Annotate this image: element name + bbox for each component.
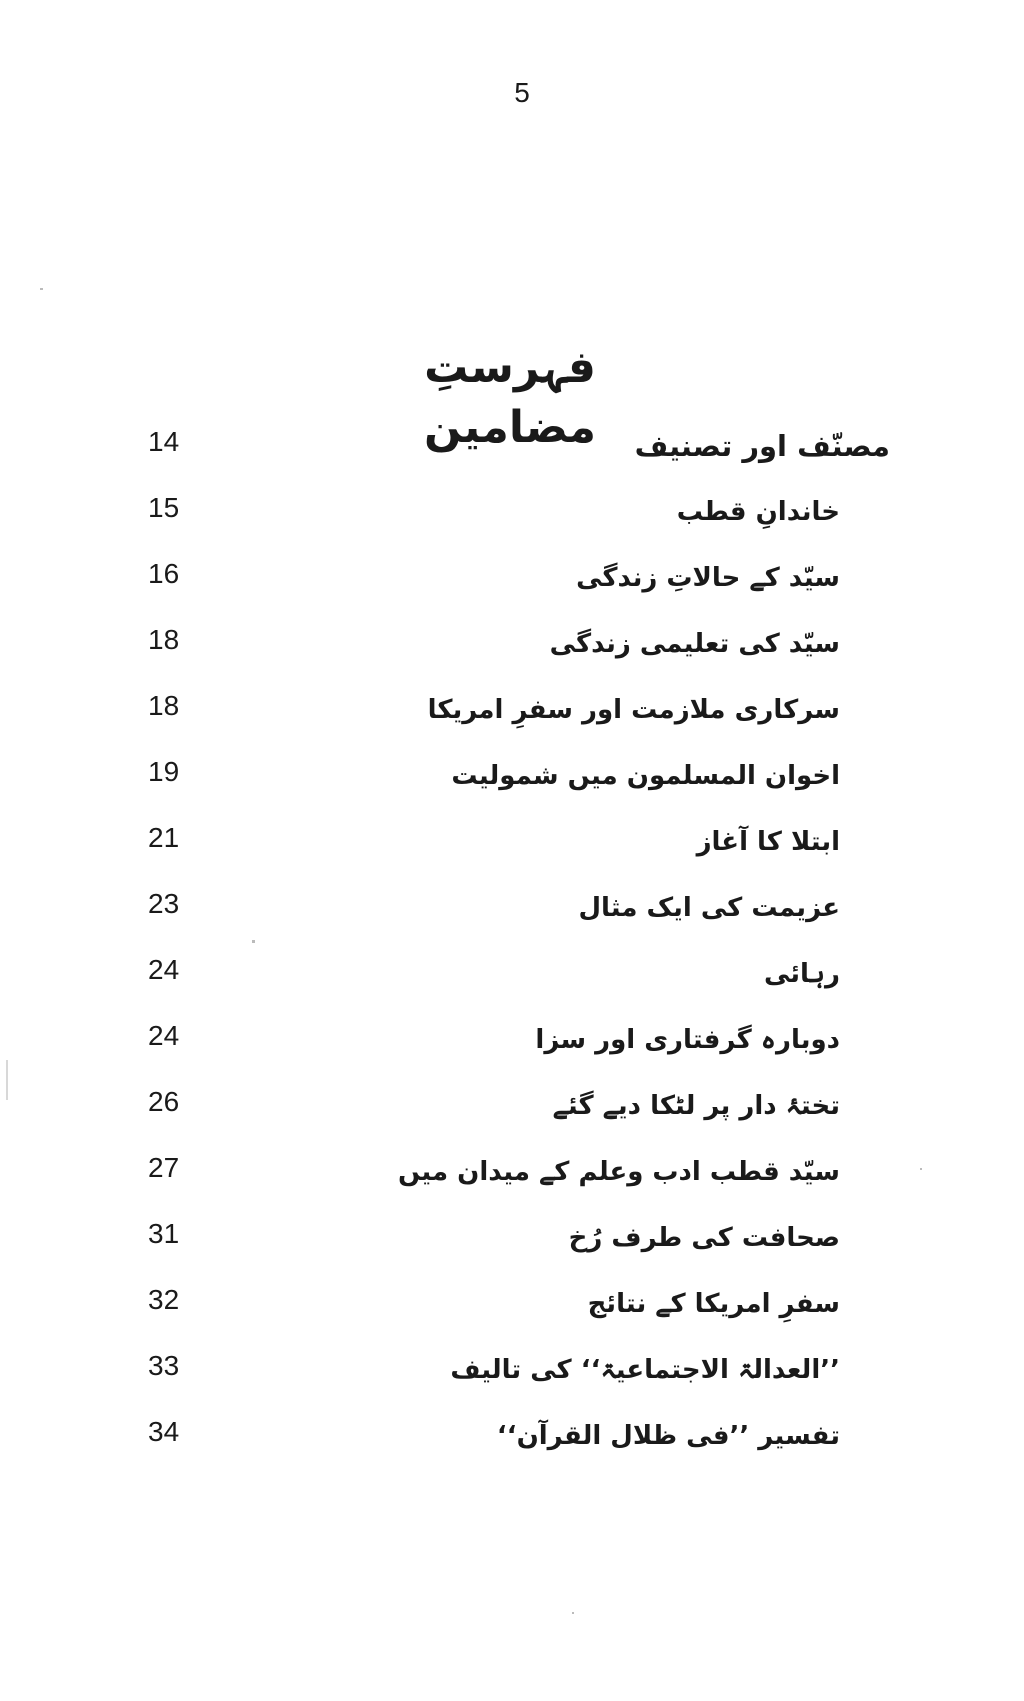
toc-page-number: 24 [148, 954, 180, 985]
toc-page-number: 26 [148, 1086, 180, 1117]
toc-entry [140, 816, 900, 882]
toc-entry [140, 486, 900, 552]
toc-entry [140, 1014, 900, 1080]
toc-heading: صحافت کی طرف رُخ [568, 1223, 840, 1253]
toc-page-number: 23 [148, 888, 180, 919]
toc-entry [140, 882, 900, 948]
toc-page-number: 33 [148, 1350, 180, 1381]
toc-page-number: 34 [148, 1416, 180, 1447]
toc-entry [140, 552, 900, 618]
toc-heading: عزیمت کی ایک مثال [578, 893, 840, 923]
scan-speck [252, 940, 255, 943]
table-of-contents [140, 420, 900, 1476]
scan-speck [6, 1060, 8, 1100]
toc-heading: مصنّف اور تصنیف [634, 429, 890, 463]
toc-heading: اخوان المسلمون میں شمولیت [451, 761, 840, 791]
toc-heading: سفرِ امریکا کے نتائج [587, 1289, 840, 1319]
toc-heading: دوبارہ گرفتاری اور سزا [535, 1025, 840, 1055]
scan-speck [40, 288, 43, 290]
toc-entry [140, 750, 900, 816]
toc-entry [140, 1344, 900, 1410]
toc-heading: سیّد قطب ادب وعلم کے میدان میں [398, 1157, 840, 1187]
toc-entry [140, 618, 900, 684]
toc-heading: تفسیر ’’فی ظلال القرآن‘‘ [496, 1421, 840, 1451]
toc-page-number: 31 [148, 1218, 180, 1249]
toc-page-number: 18 [148, 624, 180, 655]
toc-page-number: 19 [148, 756, 180, 787]
toc-entry [140, 1146, 900, 1212]
toc-page-number: 18 [148, 690, 180, 721]
toc-heading: ابتلا کا آغاز [696, 827, 840, 857]
toc-page-number: 14 [148, 426, 180, 457]
toc-title: فہرستِ مضامین [424, 342, 596, 453]
toc-page-number: 15 [148, 492, 180, 523]
toc-heading: خاندانِ قطب [676, 497, 840, 527]
toc-heading: سیّد کے حالاتِ زندگی [576, 563, 840, 593]
toc-entry [140, 1278, 900, 1344]
toc-page-number: 21 [148, 822, 180, 853]
toc-heading: سیّد کی تعلیمی زندگی [549, 629, 840, 659]
toc-entry [140, 1212, 900, 1278]
toc-page-number: 27 [148, 1152, 180, 1183]
toc-entry [140, 420, 900, 486]
toc-heading: رہائی [763, 959, 840, 989]
toc-entry [140, 684, 900, 750]
toc-heading: تختۂ دار پر لٹکا دیے گئے [552, 1091, 840, 1121]
scan-speck [572, 1612, 574, 1614]
toc-heading: ’’العدالۃ الاجتماعیۃ‘‘ کی تالیف [450, 1355, 840, 1385]
toc-page-number: 32 [148, 1284, 180, 1315]
page-number: 5 [514, 77, 530, 108]
scan-speck [920, 1168, 922, 1170]
toc-entry [140, 1410, 900, 1476]
toc-entry [140, 1080, 900, 1146]
toc-entry [140, 948, 900, 1014]
toc-page-number: 24 [148, 1020, 180, 1051]
toc-page-number: 16 [148, 558, 180, 589]
toc-heading: سرکاری ملازمت اور سفرِ امریکا [427, 695, 840, 725]
